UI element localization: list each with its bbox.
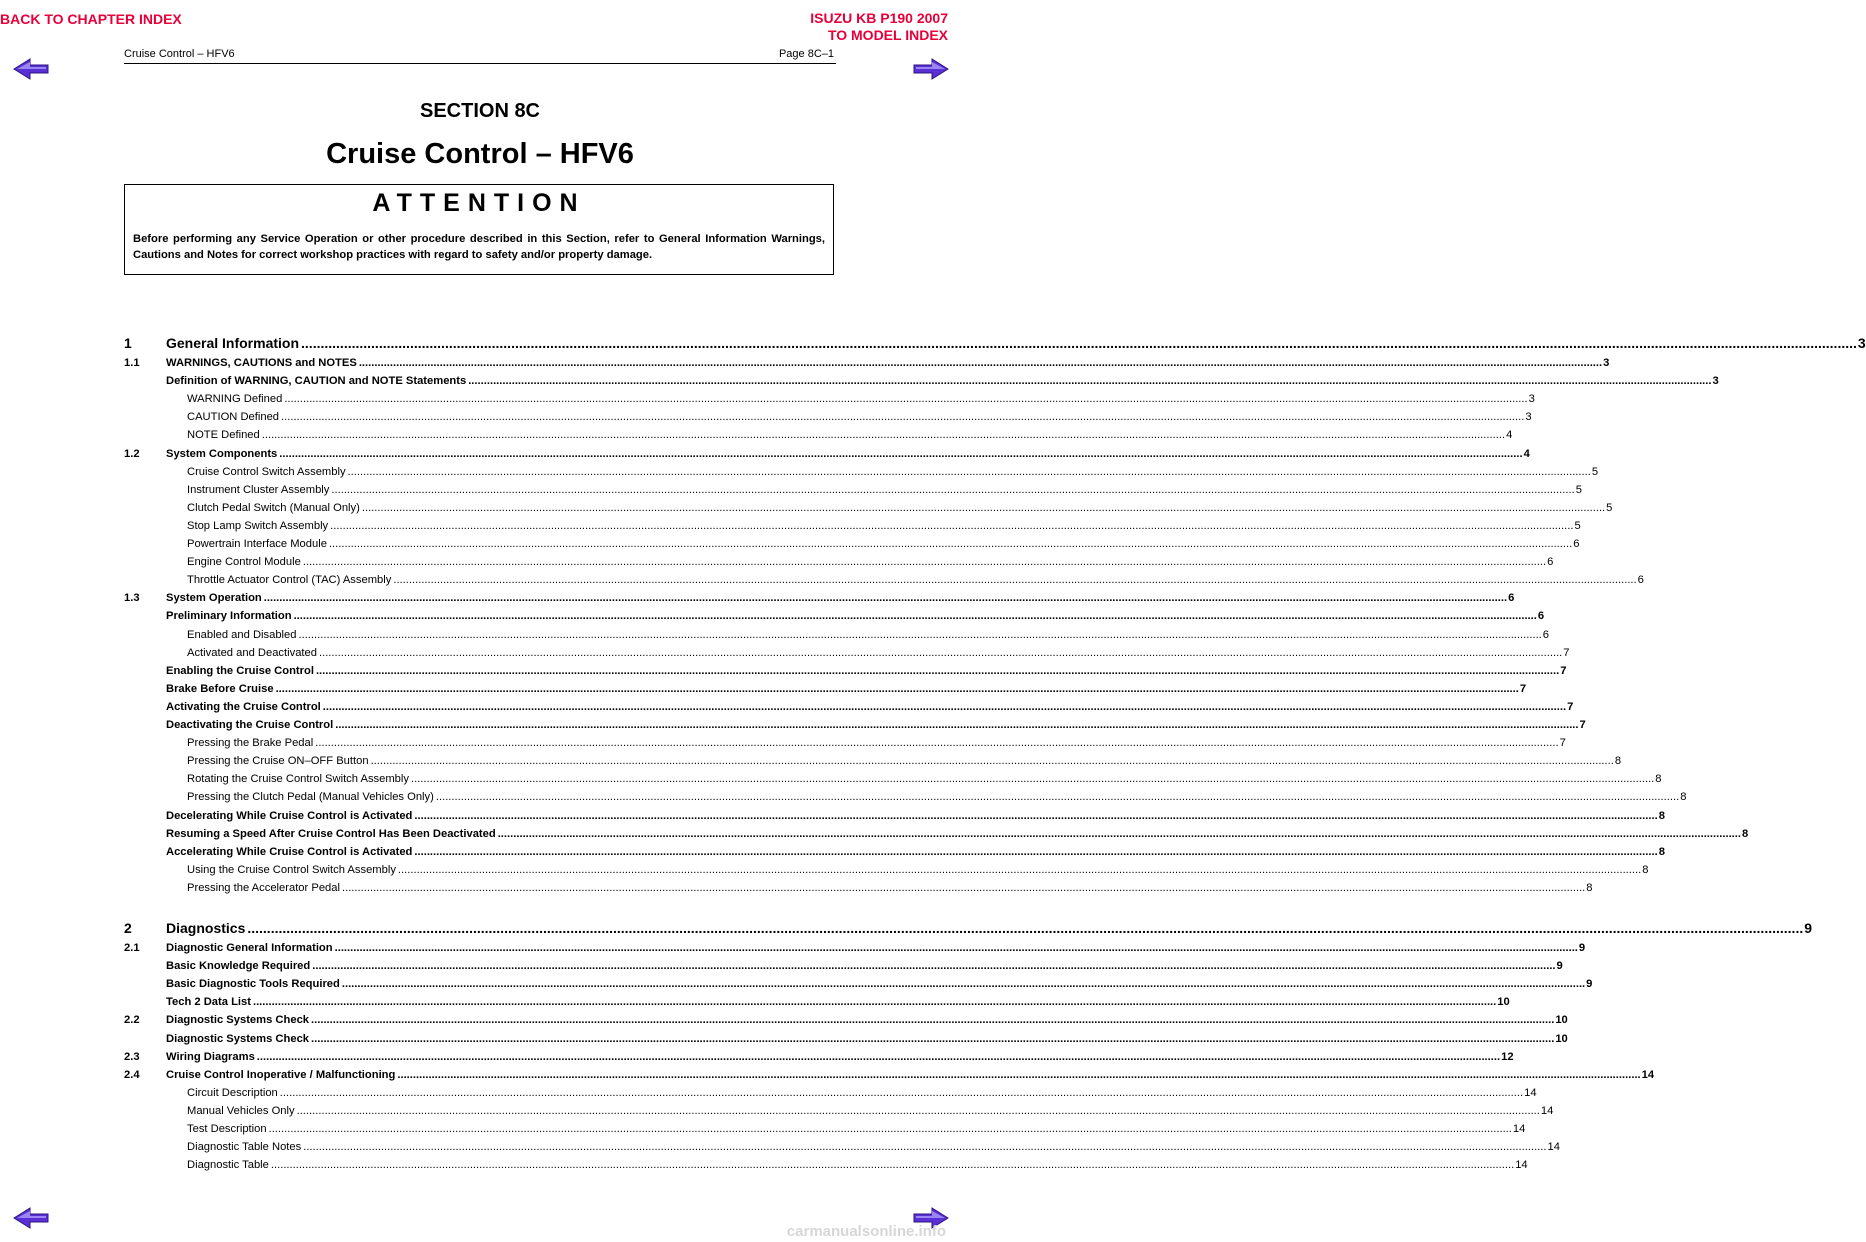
toc-entry-page: 9 xyxy=(1804,920,1813,936)
running-header-page: Page 8C–1 xyxy=(778,48,834,60)
toc-leader-dots: ................................................................................................................................................................................................................................................................................................................................................................................................................ xyxy=(318,646,1563,659)
toc-entry[interactable] xyxy=(124,1117,1526,1135)
toc-entry-page: 7 xyxy=(1563,646,1570,659)
toc-entry[interactable] xyxy=(124,329,1866,351)
toc-entry-title: Tech 2 Data List xyxy=(166,996,251,1009)
toc-leader-dots: ................................................................................................................................................................................................................................................................................................................................................................................................................ xyxy=(311,1032,1555,1045)
toc-leader-dots: ................................................................................................................................................................................................................................................................................................................................................................................................................ xyxy=(312,960,1556,973)
toc-entry[interactable] xyxy=(124,954,1563,973)
toc-entry-title: Cruise Control Inoperative / Malfunctioning xyxy=(166,1068,396,1081)
toc-entry[interactable] xyxy=(124,785,1687,804)
toc-leader-dots: ................................................................................................................................................................................................................................................................................................................................................................................................................ xyxy=(268,1123,1512,1135)
toc-leader-dots: ................................................................................................................................................................................................................................................................................................................................................................................................................ xyxy=(361,501,1606,514)
toc-entry-title: Decelerating While Cruise Control is Activated xyxy=(166,809,413,822)
toc-entry-page: 5 xyxy=(1606,501,1613,514)
toc-entry-title: Activating the Cruise Control xyxy=(166,700,321,713)
toc-entry-page: 8 xyxy=(1642,863,1649,876)
toc-entry-title: Clutch Pedal Switch (Manual Only) xyxy=(187,501,360,514)
attention-title: ATTENTION xyxy=(372,189,586,217)
toc-entry[interactable] xyxy=(124,1027,1568,1045)
toc-entry-title: Basic Diagnostic Tools Required xyxy=(166,978,340,991)
toc-entry[interactable] xyxy=(124,731,1566,750)
toc-entry[interactable] xyxy=(124,550,1554,569)
toc-entry[interactable] xyxy=(124,405,1532,424)
toc-entry-page: 3 xyxy=(1712,375,1719,388)
previous-page-arrow-icon[interactable] xyxy=(14,58,50,80)
toc-entry-number: 1.1 xyxy=(124,357,140,369)
toc-entry-title: Test Description xyxy=(187,1123,267,1135)
toc-entry-number: 1.3 xyxy=(124,592,140,605)
toc-entry-page: 6 xyxy=(1537,610,1545,623)
toc-entry-title: Deactivating the Cruise Control xyxy=(166,719,334,731)
toc-entry-page: 8 xyxy=(1680,791,1687,804)
toc-entry-page: 5 xyxy=(1591,465,1599,478)
toc-entry[interactable] xyxy=(124,972,1593,991)
toc-entry-title: System Components xyxy=(166,447,278,460)
toc-entry-page: 10 xyxy=(1555,1032,1568,1045)
toc-leader-dots: ................................................................................................................................................................................................................................................................................................................................................................................................................ xyxy=(341,881,1586,894)
toc-entry-page: 8 xyxy=(1655,773,1662,786)
toc-entry-title: Diagnostics xyxy=(166,920,246,936)
toc-entry[interactable] xyxy=(124,767,1662,786)
toc-entry-title: Circuit Description xyxy=(187,1086,278,1099)
toc-entry-page: 8 xyxy=(1742,827,1749,840)
toc-leader-dots: ................................................................................................................................................................................................................................................................................................................................................................................................................ xyxy=(293,610,1537,623)
toc-leader-dots: ................................................................................................................................................................................................................................................................................................................................................................................................................ xyxy=(397,863,1642,876)
toc-entry-page: 14 xyxy=(1641,1068,1655,1081)
toc-entry[interactable] xyxy=(124,677,1527,695)
model-index-link[interactable] xyxy=(810,10,948,44)
toc-entry[interactable] xyxy=(124,936,1586,954)
toc-entry-title: CAUTION Defined xyxy=(187,411,280,424)
toc-leader-dots: ................................................................................................................................................................................................................................................................................................................................................................................................................ xyxy=(279,447,1523,460)
toc-leader-dots: ................................................................................................................................................................................................................................................................................................................................................................................................................ xyxy=(302,556,1547,569)
toc-leader-dots: ................................................................................................................................................................................................................................................................................................................................................................................................................ xyxy=(341,978,1586,991)
toc-entry-title: Instrument Cluster Assembly xyxy=(187,483,330,496)
toc-leader-dots: ................................................................................................................................................................................................................................................................................................................................................................................................................ xyxy=(414,809,1658,822)
toc-entry-title: Diagnostic Systems Check xyxy=(166,1014,310,1027)
toc-leader-dots: ................................................................................................................................................................................................................................................................................................................................................................................................................ xyxy=(358,357,1603,369)
toc-leader-dots: ................................................................................................................................................................................................................................................................................................................................................................................................................ xyxy=(315,737,1559,750)
toc-entry[interactable] xyxy=(124,1008,1568,1027)
toc-leader-dots: ................................................................................................................................................................................................................................................................................................................................................................................................................ xyxy=(328,538,1573,550)
toc-entry-page: 14 xyxy=(1524,1086,1537,1099)
toc-entry-title: Stop Lamp Switch Assembly xyxy=(187,519,329,532)
toc-entry-page: 3 xyxy=(1528,393,1535,406)
toc-entry-page: 7 xyxy=(1560,664,1567,677)
model-index-line1[interactable]: ISUZU KB P190 2007 xyxy=(810,10,948,26)
toc-entry-page: 4 xyxy=(1523,447,1530,460)
toc-leader-dots: ................................................................................................................................................................................................................................................................................................................................................................................................................ xyxy=(303,1141,1547,1154)
toc-entry-title: Diagnostic Table Notes xyxy=(187,1141,302,1154)
toc-entry[interactable] xyxy=(124,713,1586,731)
toc-leader-dots: ................................................................................................................................................................................................................................................................................................................................................................................................................ xyxy=(281,411,1525,424)
toc-entry[interactable] xyxy=(124,822,1749,840)
toc-entry-number: 2.3 xyxy=(124,1050,140,1063)
toc-entry-title: Pressing the Clutch Pedal (Manual Vehicles Only) xyxy=(187,791,434,804)
toc-entry-title: General Information xyxy=(166,335,300,351)
toc-entry-page: 7 xyxy=(1567,700,1574,713)
toc-entry-number: 1.2 xyxy=(124,447,140,460)
toc-entry-page: 6 xyxy=(1637,574,1644,587)
toc-entry-page: 9 xyxy=(1556,960,1563,973)
toc-entry-title: Diagnostic Table xyxy=(187,1159,269,1172)
toc-entry-page: 9 xyxy=(1586,978,1593,991)
toc-entry-title: Pressing the Accelerator Pedal xyxy=(187,881,340,894)
toc-leader-dots: ................................................................................................................................................................................................................................................................................................................................................................................................................ xyxy=(252,996,1497,1009)
toc-leader-dots: ................................................................................................................................................................................................................................................................................................................................................................................................................ xyxy=(335,719,1579,731)
toc-entry-page: 5 xyxy=(1575,483,1582,496)
toc-entry-title: Diagnostic General Information xyxy=(166,942,333,954)
toc-entry-page: 8 xyxy=(1658,809,1665,822)
toc-leader-dots: ................................................................................................................................................................................................................................................................................................................................................................................................................ xyxy=(331,483,1575,496)
toc-leader-dots: ................................................................................................................................................................................................................................................................................................................................................................................................................ xyxy=(497,827,1742,840)
toc-entry[interactable] xyxy=(124,478,1582,496)
toc-entry-number: 2 xyxy=(124,920,132,936)
toc-entry-number: 2.4 xyxy=(124,1068,140,1081)
watermark: carmanualsonline.info xyxy=(786,1223,946,1240)
toc-entry-page: 14 xyxy=(1540,1104,1554,1117)
toc-entry[interactable] xyxy=(124,496,1613,514)
toc-leader-dots: ................................................................................................................................................................................................................................................................................................................................................................................................................ xyxy=(468,375,1712,388)
toc-leader-dots: ................................................................................................................................................................................................................................................................................................................................................................................................................ xyxy=(397,1068,1641,1081)
toc-entry-title: Resuming a Speed After Cruise Control Has Been Deactivated xyxy=(166,827,496,840)
toc-entry-page: 7 xyxy=(1519,682,1527,695)
toc-entry-page: 3 xyxy=(1603,357,1610,369)
toc-entry-title: Powertrain Interface Module xyxy=(187,538,327,550)
toc-entry-number: 2.1 xyxy=(124,942,140,954)
toc-entry[interactable] xyxy=(124,858,1649,876)
toc-entry[interactable] xyxy=(124,1099,1554,1117)
toc-entry[interactable] xyxy=(124,586,1515,605)
toc-entry-title: Definition of WARNING, CAUTION and NOTE Statements xyxy=(166,375,467,388)
model-index-line2[interactable]: TO MODEL INDEX xyxy=(827,27,948,43)
toc-entry-page: 14 xyxy=(1515,1159,1528,1172)
toc-entry[interactable] xyxy=(124,695,1574,713)
toc-leader-dots: ................................................................................................................................................................................................................................................................................................................................................................................................................ xyxy=(370,755,1614,768)
toc-entry[interactable] xyxy=(124,1063,1655,1081)
toc-entry[interactable] xyxy=(124,604,1545,623)
attention-box xyxy=(124,184,834,275)
toc-leader-dots: ................................................................................................................................................................................................................................................................................................................................................................................................................ xyxy=(298,628,1542,641)
toc-entry[interactable] xyxy=(124,659,1567,677)
toc-entry-title: Brake Before Cruise xyxy=(166,682,274,695)
toc-leader-dots: ................................................................................................................................................................................................................................................................................................................................................................................................................ xyxy=(414,845,1658,858)
toc-entry[interactable] xyxy=(124,351,1610,369)
toc-entry-title: Preliminary Information xyxy=(166,610,292,623)
toc-leader-dots: ................................................................................................................................................................................................................................................................................................................................................................................................................ xyxy=(301,335,1857,351)
toc-entry[interactable] xyxy=(124,804,1665,822)
toc-entry[interactable] xyxy=(124,1081,1537,1099)
toc-leader-dots: ................................................................................................................................................................................................................................................................................................................................................................................................................ xyxy=(270,1159,1515,1172)
toc-entry-title: Manual Vehicles Only xyxy=(187,1104,295,1117)
toc-entry[interactable] xyxy=(124,749,1622,768)
next-page-arrow-icon[interactable] xyxy=(912,58,948,80)
toc-entry-title: Enabled and Disabled xyxy=(187,628,297,641)
toc-entry-title: Using the Cruise Control Switch Assembly xyxy=(187,863,396,876)
toc-entry-number: 1 xyxy=(124,335,132,351)
toc-entry-page: 10 xyxy=(1497,996,1510,1009)
toc-entry-page: 9 xyxy=(1578,942,1586,954)
toc-leader-dots: ................................................................................................................................................................................................................................................................................................................................................................................................................ xyxy=(261,429,1506,442)
toc-entry[interactable] xyxy=(124,641,1570,659)
toc-entry-page: 6 xyxy=(1547,556,1554,569)
toc-leader-dots: ................................................................................................................................................................................................................................................................................................................................................................................................................ xyxy=(256,1050,1501,1063)
toc-entry-title: WARNING Defined xyxy=(187,393,283,406)
previous-page-arrow-bottom-icon[interactable] xyxy=(14,1207,50,1229)
toc-entry-title: Basic Knowledge Required xyxy=(166,960,311,973)
page-title: Cruise Control – HFV6 xyxy=(326,138,634,170)
toc-entry-page: 5 xyxy=(1574,519,1581,532)
toc-entry-page: 8 xyxy=(1586,881,1593,894)
toc-entry-title: Diagnostic Systems Check xyxy=(166,1032,310,1045)
toc-entry-title: Rotating the Cruise Control Switch Assembly xyxy=(187,773,409,786)
toc-entry-title: Pressing the Brake Pedal xyxy=(187,737,314,750)
back-to-chapter-index-link[interactable]: BACK TO CHAPTER INDEX xyxy=(0,11,182,27)
toc-leader-dots: ................................................................................................................................................................................................................................................................................................................................................................................................................ xyxy=(263,592,1508,605)
toc-leader-dots: ................................................................................................................................................................................................................................................................................................................................................................................................................ xyxy=(435,791,1680,804)
toc-entry[interactable] xyxy=(124,423,1513,442)
toc-entry[interactable] xyxy=(124,1135,1560,1154)
toc-entry[interactable] xyxy=(124,568,1644,587)
toc-entry-title: Cruise Control Switch Assembly xyxy=(187,465,346,478)
toc-entry[interactable] xyxy=(124,460,1599,478)
toc-entry-page: 8 xyxy=(1614,755,1622,768)
toc-entry-title: System Operation xyxy=(166,592,262,605)
toc-entry-title: Pressing the Cruise ON–OFF Button xyxy=(187,755,369,768)
running-header-left: Cruise Control – HFV6 xyxy=(124,48,235,60)
attention-body: Before performing any Service Operation or other procedure described in this Section, refer to General Information Warnings, Cautions and Notes for correct workshop practices with regard to safety and/or property damage. xyxy=(133,233,825,261)
toc-entry-page: 6 xyxy=(1542,628,1550,641)
toc-entry[interactable] xyxy=(124,387,1535,406)
toc-entry-page: 7 xyxy=(1559,737,1566,750)
toc-entry-title: Wiring Diagrams xyxy=(166,1050,255,1063)
toc-entry-number: 2.2 xyxy=(124,1014,140,1027)
toc-leader-dots: ................................................................................................................................................................................................................................................................................................................................................................................................................ xyxy=(410,773,1655,786)
toc-leader-dots: ................................................................................................................................................................................................................................................................................................................................................................................................................ xyxy=(393,574,1637,587)
toc-leader-dots: ................................................................................................................................................................................................................................................................................................................................................................................................................ xyxy=(315,664,1560,677)
toc-entry-page: 14 xyxy=(1512,1123,1526,1135)
toc-entry-title: Enabling the Cruise Control xyxy=(166,664,314,677)
toc-entry-page: 4 xyxy=(1506,429,1513,442)
toc-entry-title: Throttle Actuator Control (TAC) Assembly xyxy=(187,574,392,587)
toc-entry-page: 7 xyxy=(1579,719,1586,731)
toc-leader-dots: ................................................................................................................................................................................................................................................................................................................................................................................................................ xyxy=(330,519,1574,532)
toc-leader-dots: ................................................................................................................................................................................................................................................................................................................................................................................................................ xyxy=(275,682,1519,695)
toc-entry-title: Activated and Deactivated xyxy=(187,646,317,659)
toc-entry[interactable] xyxy=(124,369,1719,388)
toc-leader-dots: ................................................................................................................................................................................................................................................................................................................................................................................................................ xyxy=(279,1086,1524,1099)
toc-entry-title: Engine Control Module xyxy=(187,556,301,569)
toc-entry[interactable] xyxy=(124,623,1550,641)
toc-entry-title: NOTE Defined xyxy=(187,429,260,442)
toc-entry-page: 3 xyxy=(1857,335,1866,351)
toc-leader-dots: ................................................................................................................................................................................................................................................................................................................................................................................................................ xyxy=(347,465,1591,478)
toc-leader-dots: ................................................................................................................................................................................................................................................................................................................................................................................................................ xyxy=(322,700,1567,713)
toc-entry-page: 14 xyxy=(1547,1141,1560,1154)
toc-entry[interactable] xyxy=(124,876,1593,894)
toc-leader-dots: ................................................................................................................................................................................................................................................................................................................................................................................................................ xyxy=(284,393,1528,406)
header-rule xyxy=(124,63,836,64)
toc-entry[interactable] xyxy=(124,1045,1514,1063)
toc-entry[interactable] xyxy=(124,990,1510,1009)
toc-entry-title: Accelerating While Cruise Control is Activated xyxy=(166,845,413,858)
toc-leader-dots: ................................................................................................................................................................................................................................................................................................................................................................................................................ xyxy=(247,920,1804,936)
toc-entry[interactable] xyxy=(124,442,1530,460)
toc-entry-page: 8 xyxy=(1658,845,1665,858)
toc-entry-page: 12 xyxy=(1501,1050,1514,1063)
toc-entry[interactable] xyxy=(124,532,1580,550)
section-label: SECTION 8C xyxy=(419,100,541,122)
toc-entry-page: 6 xyxy=(1508,592,1515,605)
toc-entry[interactable] xyxy=(124,914,1813,936)
toc-leader-dots: ................................................................................................................................................................................................................................................................................................................................................................................................................ xyxy=(334,942,1578,954)
toc-entry-page: 10 xyxy=(1555,1014,1568,1027)
toc-entry-page: 6 xyxy=(1573,538,1580,550)
toc-leader-dots: ................................................................................................................................................................................................................................................................................................................................................................................................................ xyxy=(296,1104,1540,1117)
toc-entry[interactable] xyxy=(124,1153,1528,1172)
toc-entry-title: WARNINGS, CAUTIONS and NOTES xyxy=(166,357,357,369)
toc-leader-dots: ................................................................................................................................................................................................................................................................................................................................................................................................................ xyxy=(311,1014,1555,1027)
toc-entry[interactable] xyxy=(124,840,1665,858)
toc-entry[interactable] xyxy=(124,514,1581,532)
toc-entry-page: 3 xyxy=(1525,411,1532,424)
